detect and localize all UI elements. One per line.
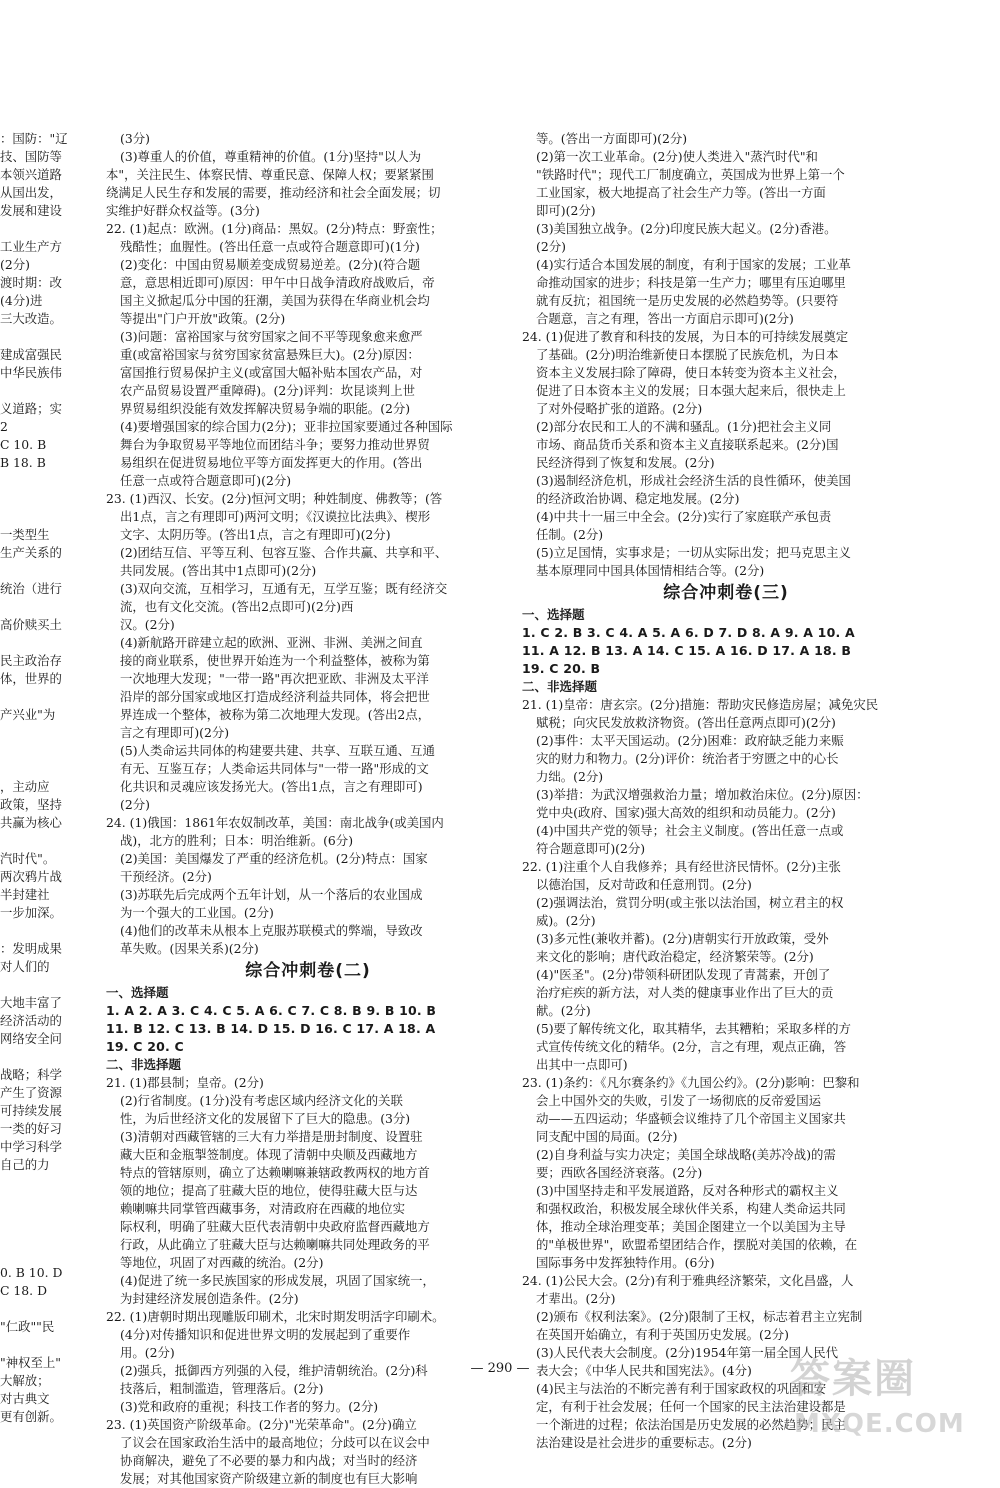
- answer-line: 表大会；《中华人民共和国宪法》。(4分): [536, 1363, 752, 1378]
- answer-line: 体，推动全球治理变革；美国企图建立一个以美国为主导: [536, 1219, 846, 1234]
- answer-line: 24. (1)俄国：1861年农奴制改革，美国：南北战争(或美国内: [106, 815, 444, 830]
- answer-line: (2分): [536, 239, 566, 254]
- answer-line: 实维护好群众权益等。(3分): [106, 203, 260, 218]
- answer-line: 以德治国，反对苛政和任意刑罚。(2分): [536, 877, 752, 892]
- answer-line: 会上中国外交的失败，引发了一场彻底的反帝爱国运: [536, 1093, 821, 1108]
- fragment-line: 民主政治存: [0, 653, 62, 668]
- answer-line: 富国推行贸易保护主义(或富国大幅补贴本国农产品，对: [120, 365, 423, 380]
- answer-line: (2)事件：太平天国运动。(2分)困难：政府缺乏能力来赈: [536, 733, 844, 748]
- fragment-line: 网络安全问: [0, 1031, 62, 1046]
- fragment-line: 战略；科学: [0, 1067, 62, 1082]
- answer-line: (4)要增强国家的综合国力(2分)；亚非拉国家要通过各种国际: [120, 419, 453, 434]
- answer-line: (2)强调法治，赏罚分明(或主张以法治国，树立君主的权: [536, 895, 844, 910]
- answer-line: 协商解决，避免了不必要的暴力和内战；对当时的经济: [120, 1453, 418, 1468]
- fragment-line: 渡时期：改: [0, 275, 62, 290]
- answer-line: 行政，从此确立了驻藏大臣与达赖喇嘛共同处理政务的平: [120, 1237, 430, 1252]
- answer-line: 国主义掀起瓜分中国的狂潮，美国为获得在华商业机会均: [120, 293, 430, 308]
- answer-line: 等。(答出一方面即可)(2分): [536, 131, 688, 146]
- fragment-line: C 10. B: [0, 437, 47, 452]
- fragment-line: 对人们的: [0, 959, 50, 974]
- answer-line: 力绌。(2分): [536, 769, 604, 784]
- answer-line: 化共识和灵魂应该发扬光大。(答出1点，言之有理即可): [120, 779, 423, 794]
- fragment-line: [0, 1228, 78, 1246]
- fragment-line: 大解放；: [0, 1373, 50, 1388]
- answer-line: 任意一点或符合题意即可)(2分): [120, 473, 292, 488]
- fragment-line: [0, 1300, 78, 1318]
- fragment-line: [0, 508, 78, 526]
- fragment-line: 共赢为核心: [0, 815, 62, 830]
- fragment-line: [0, 724, 78, 742]
- answer-line: (5)要了解传统文化，取其精华，去其糟粕；采取多样的方: [536, 1021, 851, 1036]
- answer-line: 性，为后世经济文化的发展留下了巨大的隐患。(3分): [120, 1111, 411, 1126]
- answer-line: 工业国家，极大地提高了社会生产力等。(答出一方面: [536, 185, 826, 200]
- answer-line: 赋税；向灾民发放救济物资。(答出任意两点即可)(2分): [536, 715, 836, 730]
- fragment-line: "神权至上": [0, 1355, 61, 1370]
- right-column: [522, 130, 930, 1452]
- fragment-line: 大地丰富了: [0, 995, 62, 1010]
- fragment-line: 发展和建设: [0, 203, 62, 218]
- answer-line: 动——五四运动；华盛顿会议维持了几个帝国主义国家共: [536, 1111, 846, 1126]
- choice-answers-line: 1. C 2. B 3. C 4. A 5. A 6. D 7. D 8. A 9. A 10. A: [522, 625, 855, 640]
- answer-line: 基本原理同中国具体国情相结合等。(2分): [536, 563, 765, 578]
- section-heading: 一、选择题: [522, 607, 585, 622]
- answer-line: 资本主义发展扫除了障碍，使日本转变为资本主义社会，: [536, 365, 846, 380]
- fragment-line: C 18. D: [0, 1283, 47, 1298]
- answer-line: 23. (1)英国资产阶级革命。(2分)"光荣革命"。(2分)确立: [106, 1417, 417, 1432]
- fragment-line: 生产关系的: [0, 545, 62, 560]
- answer-line: 才辈出。(2分): [536, 1291, 616, 1306]
- middle-column: [106, 130, 510, 1488]
- fragment-line: 两次鸦片战: [0, 869, 62, 884]
- answer-line: 革失败。(因果关系)(2分): [120, 941, 259, 956]
- answer-line: (4分)对传播知识和促进世界文明的发展起到了重要作: [120, 1327, 411, 1342]
- answer-line: 易组织在促进贸易地位平等方面发挥更大的作用。(答出: [120, 455, 423, 470]
- section-heading: 二、非选择题: [106, 1057, 182, 1072]
- answer-line: (3)党和政府的重视；科技工作者的努力。(2分): [120, 1399, 379, 1414]
- fragment-line: 中学习科学: [0, 1139, 62, 1154]
- fragment-line: 三大改造。: [0, 311, 62, 326]
- fragment-line: 工业生产方: [0, 239, 62, 254]
- answer-line: 合题意，言之有理，答出一方面启示即可)(2分): [536, 311, 794, 326]
- answer-line: "铁路时代"；现代工厂制度确立，英国成为世界上第一个: [536, 167, 845, 182]
- answer-line: 接的商业联系，使世界开始连为一个利益整体，被称为第: [120, 653, 430, 668]
- fragment-line: [0, 1174, 78, 1192]
- choice-answers-line: 11. A 12. B 13. A 14. C 15. A 16. D 17. A 18. B: [522, 643, 852, 658]
- fragment-line: 自己的力: [0, 1157, 50, 1172]
- fragment-line: 汽时代"。: [0, 851, 56, 866]
- fragment-line: [0, 760, 78, 778]
- fragment-line: 产兴业"为: [0, 707, 56, 722]
- answer-line: 为封建经济发展创造条件。(2分): [120, 1291, 299, 1306]
- fragment-line: B 18. B: [0, 455, 46, 470]
- choice-answers-line: 19. C 20. C: [106, 1039, 184, 1054]
- answer-line: 在英国开始确立，有利于英国历史发展。(2分): [536, 1327, 789, 1342]
- fragment-line: [0, 688, 78, 706]
- answer-line: (2)颁布《权利法案》。(2分)限制了王权，标志着君主立宪制: [536, 1309, 863, 1324]
- answer-line: 促进了日本资本主义的发展；日本强大起来后，很快走上: [536, 383, 846, 398]
- answer-line: (3)遏制经济危机，形成社会经济生活的良性循环，使美国: [536, 473, 851, 488]
- choice-answers-line: 1. A 2. A 3. C 4. C 5. A 6. C 7. C 8. B 9. B 10. B: [106, 1003, 437, 1018]
- answer-line: 干预经济。(2分): [120, 869, 212, 884]
- answer-line: 23. (1)西汉、长安。(2分)恒河文明；种姓制度、佛教等；(答: [106, 491, 443, 506]
- answer-line: 要；西欧各国经济衰落。(2分): [536, 1165, 703, 1180]
- answer-line: 等地位，巩固了对西藏的统治。(2分): [120, 1255, 324, 1270]
- answer-line: (2)变化：中国由贸易顺差变成贸易逆差。(2分)(符合题: [120, 257, 421, 272]
- answer-line: 任制。(2分): [536, 527, 604, 542]
- answer-line: (3)问题：富裕国家与贫穷国家之间不平等现象愈来愈严: [120, 329, 423, 344]
- fragment-line: 半封建社: [0, 887, 50, 902]
- answer-line: (2)部分农民和工人的不满和骚乱。(1分)把社会主义同: [536, 419, 832, 434]
- fragment-line: 政策，坚持: [0, 797, 62, 812]
- answer-line: (3分): [120, 131, 150, 146]
- answer-line: 农产品贸易设置严重障碍)。(2分)评判：坎昆谈判上世: [120, 383, 415, 398]
- answer-line: 界贸易组织没能有效发挥解决贸易争端的职能。(2分): [120, 401, 411, 416]
- fragment-line: [0, 490, 78, 508]
- answer-line: (3)双向交流，互相学习，互通有无，互学互鉴；既有经济交: [120, 581, 448, 596]
- answer-line: 等提出"门户开放"政策。(2分): [120, 311, 286, 326]
- fragment-line: 中华民族伟: [0, 365, 62, 380]
- answer-line: 的"单极世界"，欧盟希望团结合作，摆脱对美国的依赖，在: [536, 1237, 858, 1252]
- answer-line: (3)举措：为武汉增强救治力量；增加救治床位。(2分)原因：: [536, 787, 869, 802]
- answer-line: 定，有利于社会发展；任何一个国家的民主法治建设都是: [536, 1399, 846, 1414]
- fragment-line: 本领兴道路: [0, 167, 62, 182]
- fragment-line: 义道路；实: [0, 401, 62, 416]
- answer-line: 共同发展。(答出其中1点即可)(2分): [120, 563, 317, 578]
- fragment-line: [0, 1210, 78, 1228]
- fragment-line: 可持续发展: [0, 1103, 62, 1118]
- answer-line: 21. (1)皇帝：唐玄宗。(2分)措施：帮助灾民修造房屋；减免灾民: [522, 697, 879, 712]
- fragment-line: 一类型生: [0, 527, 50, 542]
- answer-line: (3)美国独立战争。(2分)印度民族大起义。(2分)香港。: [536, 221, 837, 236]
- fragment-line: [0, 634, 78, 652]
- answer-line: 一个渐进的过程；依法治国是历史发展的必然趋势；民主: [536, 1417, 846, 1432]
- answer-line: 党中央(政府、国家)强大高效的组织和动员能力。(2分): [536, 805, 836, 820]
- fragment-line: ：国防："辽: [0, 131, 68, 146]
- answer-line: 一次地理大发现；"一带一路"再次把亚欧、非洲及太平洋: [120, 671, 429, 686]
- fragment-line: (2分): [0, 257, 30, 272]
- answer-line: 残酷性；血腥性。(答出任意一点或符合题意即可)(1分): [120, 239, 420, 254]
- answer-line: (4)"医圣"。(2分)带领科研团队发现了青蒿素，开创了: [536, 967, 831, 982]
- answer-line: 献。(2分): [536, 1003, 591, 1018]
- answer-line: 舞台为争取贸易平等地位而团结斗争；要努力推动世界贸: [120, 437, 430, 452]
- answer-line: 重(或富裕国家与贫穷国家贫富悬殊巨大)。(2分)原因：: [120, 347, 420, 362]
- fragment-line: 统治（进行: [0, 581, 62, 596]
- answer-line: 领的地位；提高了驻藏大臣的地位，使得驻藏大臣与达: [120, 1183, 418, 1198]
- fragment-line: [0, 976, 78, 994]
- fragment-line: [0, 598, 78, 616]
- fragment-line: [0, 1336, 78, 1354]
- fragment-line: 一类的好习: [0, 1121, 62, 1136]
- answer-line: 汉。(2分): [120, 617, 175, 632]
- fragment-line: [0, 742, 78, 760]
- answer-line: (4)中共十一届三中全会。(2分)实行了家庭联产承包责: [536, 509, 832, 524]
- answer-line: (4)促进了统一多民族国家的形成发展，巩固了国家统一，: [120, 1273, 435, 1288]
- answer-line: (4)民主与法治的不断完善有利于国家政权的巩固和安: [536, 1381, 827, 1396]
- section-heading: 一、选择题: [106, 985, 169, 1000]
- answer-line: 即可)(2分): [536, 203, 596, 218]
- answer-line: (2)第一次工业革命。(2分)使人类进入"蒸汽时代"和: [536, 149, 818, 164]
- answer-line: (2分): [120, 797, 150, 812]
- page-number: — 290 —: [470, 1361, 530, 1376]
- answer-line: 24. (1)促进了教育和科技的发展，为日本的可持续发展奠定: [522, 329, 849, 344]
- answer-line: (4)中国共产党的领导；社会主义制度。(答出任意一点或: [536, 823, 844, 838]
- answer-line: 藏大臣和金瓶掣签制度。体现了清朝中央顺及西藏地方: [120, 1147, 418, 1162]
- answer-line: 界连成一个整体，被称为第二次地理大发现。(答出2点，: [120, 707, 431, 722]
- fragment-line: 对古典文: [0, 1391, 50, 1406]
- section-heading: 二、非选择题: [522, 679, 598, 694]
- answer-line: 际权利，明确了驻藏大臣代表清朝中央政府监督西藏地方: [120, 1219, 430, 1234]
- fragment-line: 产生了资源: [0, 1085, 62, 1100]
- answer-line: 式宣传传统文化的精华。(2分，言之有理，观点正确，答: [536, 1039, 847, 1054]
- left-column-fragment: [0, 130, 78, 1426]
- section-title: 综合冲刺卷(二): [245, 961, 371, 981]
- answer-line: (4)实行适合本国发展的制度，有利于国家的发展；工业革: [536, 257, 851, 272]
- fragment-line: 从国出发，: [0, 185, 62, 200]
- answer-line: 国际事务中发挥独特作用。(6分): [536, 1255, 715, 1270]
- answer-line: (3)人民代表大会制度。(2分)1954年第一届全国人民代: [536, 1345, 839, 1360]
- answer-line: (3)苏联先后完成两个五年计划，从一个落后的农业国成: [120, 887, 423, 902]
- answer-line: 了议会在国家政治生活中的最高地位；分歧可以在议会中: [120, 1435, 430, 1450]
- answer-line: 了基础。(2分)明治维新使日本摆脱了民族危机，为日本: [536, 347, 839, 362]
- fragment-line: [0, 328, 78, 346]
- answer-line: 命推动国家的进步；科技是第一生产力；哪里有压迫哪里: [536, 275, 846, 290]
- answer-line: 战)，北方的胜利；日本：明治维新。(6分): [120, 833, 354, 848]
- answer-line: 了对外侵略扩张的道路。(2分): [536, 401, 703, 416]
- fragment-line: 一步加深。: [0, 905, 62, 920]
- fragment-line: "仁政""民: [0, 1319, 55, 1334]
- answer-line: 沿岸的部分国家或地区打造成经济利益共同体，将会把世: [120, 689, 430, 704]
- answer-line: 为一个强大的工业国。(2分): [120, 905, 274, 920]
- answer-line: 法治建设是社会进步的重要标志。(2分): [536, 1435, 752, 1450]
- fragment-line: 2: [0, 419, 8, 434]
- answer-line: (2)行省制度。(1分)没有考虑区域内经济文化的关联: [120, 1093, 403, 1108]
- answer-line: (4)新航路开辟建立起的欧洲、亚洲、非洲、美洲之间直: [120, 635, 423, 650]
- answer-line: (4)他们的改革未从根本上克服苏联模式的弊端，导致改: [120, 923, 423, 938]
- fragment-line: ，主动应: [0, 779, 50, 794]
- answer-line: 技落后，粗制滥造，管理落后。(2分): [120, 1381, 324, 1396]
- answer-line: (5)人类命运共同体的构建要共建、共享、互联互通、互通: [120, 743, 435, 758]
- fragment-line: [0, 1246, 78, 1264]
- answer-line: (5)立足国情，实事求是；一切从实际出发；把马克思主义: [536, 545, 851, 560]
- answer-line: 符合题意即可)(2分): [536, 841, 646, 856]
- answer-line: (3)中国坚持走和平发展道路，反对各种形式的霸权主义: [536, 1183, 839, 1198]
- answer-line: (3)多元性(兼收并蓄)。(2分)唐朝实行开放政策，受外: [536, 931, 829, 946]
- watermark-text-cn: 答案圈: [790, 1356, 916, 1402]
- answer-line: 灾的财力和物力。(2分)评价：统治者于穷匮之中的心长: [536, 751, 839, 766]
- answer-line: 就有反抗；祖国统一是历史发展的必然趋势等。(只要符: [536, 293, 839, 308]
- answer-line: 来文化的影响；唐代政治稳定，经济繁荣等。(2分): [536, 949, 814, 964]
- fragment-line: 技、国防等: [0, 149, 62, 164]
- answer-line: 本"，关注民生、体察民情、尊重民意、保障人权；要紧紧围: [106, 167, 434, 182]
- fragment-line: [0, 382, 78, 400]
- choice-answers-line: 19. C 20. B: [522, 661, 601, 676]
- fragment-line: [0, 562, 78, 580]
- fragment-line: 更有创新。: [0, 1409, 62, 1424]
- section-title: 综合冲刺卷(三): [663, 583, 789, 603]
- watermark-logo: [790, 1343, 970, 1453]
- fragment-line: [0, 1048, 78, 1066]
- answer-line: (3)尊重人的价值，尊重精神的价值。(1分)坚持"以人为: [120, 149, 422, 164]
- choice-answers-line: 11. B 12. C 13. B 14. D 15. D 16. C 17. A 18. A: [106, 1021, 436, 1036]
- answer-line: 同支配中国的局面。(2分): [536, 1129, 678, 1144]
- answer-line: 和强权政治，积极发展全球伙伴关系，构建人类命运共同: [536, 1201, 846, 1216]
- answer-line: 发展；对其他国家资产阶级建立新的制度也有巨大影响: [120, 1471, 418, 1486]
- answer-line: 22. (1)注重个人自我修养；具有经世济民情怀。(2分)主张: [522, 859, 841, 874]
- answer-line: 出其中一点即可): [536, 1057, 628, 1072]
- fragment-line: [0, 472, 78, 490]
- answer-line: (2)自身利益与实力决定；美国全球战略(美苏冷战)的需: [536, 1147, 836, 1162]
- answer-line: 21. (1)郡县制；皇帝。(2分): [106, 1075, 264, 1090]
- fragment-line: [0, 1192, 78, 1210]
- answer-line: (2)美国：美国爆发了严重的经济危机。(2分)特点：国家: [120, 851, 428, 866]
- fragment-line: 体，世界的: [0, 671, 62, 686]
- fragment-line: ：发明成果: [0, 941, 62, 956]
- answer-line: (2)强兵，抵御西方列强的入侵，维护清朝统治。(2分)科: [120, 1363, 428, 1378]
- fragment-line: [0, 832, 78, 850]
- answer-line: 22. (1)唐朝时期出现雕版印刷术，北宋时期发明活字印刷术。: [106, 1309, 445, 1324]
- answer-line: 有无、互鉴互存；人类命运共同体与"一带一路"形成的文: [120, 761, 429, 776]
- answer-line: 文字、太阴历等。(答出1点，言之有理即可)(2分): [120, 527, 391, 542]
- answer-line: 市场、商品货币关系和资本主义直接联系起来。(2分)国: [536, 437, 839, 452]
- answer-line: 言之有理即可)(2分): [120, 725, 230, 740]
- answer-line: 出1点，言之有理即可)两河文明；《汉谟拉比法典》、楔形: [120, 509, 431, 524]
- answer-line: 赖喇嘛共同掌管西藏事务，对清政府在西藏的地位实: [120, 1201, 405, 1216]
- answer-line: 威)。(2分): [536, 913, 596, 928]
- answer-line: 23. (1)条约：《凡尔赛条约》《九国公约》。(2分)影响：巴黎和: [522, 1075, 860, 1090]
- watermark-text-en: MXQE.COM: [794, 1409, 965, 1439]
- fragment-line: 高价赎买土: [0, 617, 62, 632]
- fragment-line: 经济活动的: [0, 1013, 62, 1028]
- answer-line: 流，也有文化交流。(答出2点即可)(2分)西: [120, 599, 354, 614]
- answer-line: 意，意思相近即可)原因：甲午中日战争清政府战败后，帝: [120, 275, 435, 290]
- fragment-line: 0. B 10. D: [0, 1265, 63, 1280]
- answer-line: (3)清朝对西藏管辖的三大有力举措是册封制度、设置驻: [120, 1129, 423, 1144]
- answer-line: 的经济政治协调、稳定地发展。(2分): [536, 491, 740, 506]
- fragment-line: [0, 220, 78, 238]
- answer-line: 特点的管辖原则，确立了达赖喇嘛兼辖政教两权的地方首: [120, 1165, 430, 1180]
- answer-line: 用。(2分): [120, 1345, 175, 1360]
- answer-line: 22. (1)起点：欧洲。(1分)商品：黑奴。(2分)特点：野蛮性；: [106, 221, 443, 236]
- answer-line: 绕满足人民生存和发展的需要，推动经济和社会全面发展；切: [106, 185, 441, 200]
- fragment-line: [0, 922, 78, 940]
- fragment-line: 建成富强民: [0, 347, 62, 362]
- fragment-line: (4分)进: [0, 293, 43, 308]
- answer-line: 24. (1)公民大会。(2分)有利于雅典经济繁荣，文化昌盛，人: [522, 1273, 854, 1288]
- answer-line: 民经济得到了恢复和发展。(2分): [536, 455, 715, 470]
- answer-line: (2)团结互信、平等互利、包容互鉴、合作共赢、共享和平、: [120, 545, 448, 560]
- answer-line: 治疗疟疾的新方法，对人类的健康事业作出了巨大的贡: [536, 985, 834, 1000]
